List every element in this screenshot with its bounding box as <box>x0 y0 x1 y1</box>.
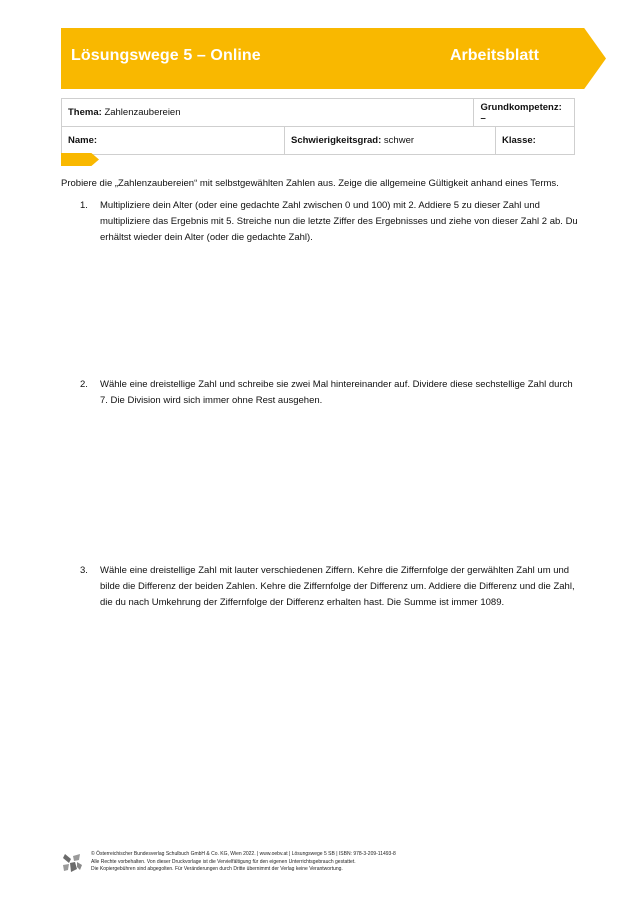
worksheet-label: Arbeitsblatt <box>450 47 539 64</box>
footer <box>61 849 601 879</box>
task-text: Wähle eine dreistellige Zahl mit lauter verschiedenen Ziffern. Kehre die Ziffernfolge der gerwählten Zahl um und bilde die Differenz der beiden Zahlen. Kehre die Ziffernfolge der Differenz um. Addiere die Differenz und die Zahl, die du nach Umkehrung der Ziffernfolge der Differenz erhalten hast. Die Summe ist immer 1089. <box>100 565 575 608</box>
task-number: 2. <box>80 379 88 390</box>
schwierigkeit-value: schwer <box>383 135 415 146</box>
section-marker <box>61 153 99 166</box>
task-number: 1. <box>80 200 88 211</box>
oebv-logo-icon <box>61 852 83 874</box>
thema-label: Thema: <box>68 107 102 118</box>
task-number: 3. <box>80 565 88 576</box>
task-text: Multipliziere dein Alter (oder eine gedachte Zahl zwischen 0 und 100) mit 2. Addiere 5 zu dieser Zahl und multipliziere das Ergebnis mit 5. Streiche nun die letzte Ziffer des Ergebnisses und ziehe von dieser Zahl 2 ab. Du erhältst wieder dein Alter (oder die gedachte Zahl). <box>100 200 578 243</box>
thema-value: Zahlenzaubereien <box>104 107 181 118</box>
footer-disclaimer: Die Kopiergebühren sind abgegolten. Für Veränderungen durch Dritte übernimmt der Verlag keine Verantwortung. <box>91 866 343 872</box>
name-label: Name: <box>68 135 98 146</box>
footer-copyright: © Österreichischer Bundesverlag Schulbuch GmbH & Co. KG, Wien 2022. | www.oebv.at | Lösungswege 5 SB | ISBN: 978-3-209-11493-8 <box>91 851 396 857</box>
task-1 <box>80 198 580 246</box>
task-text: Wähle eine dreistellige Zahl und schreibe sie zwei Mal hintereinander auf. Dividere diese sechstellige Zahl durch 7. Die Division wird sich immer ohne Rest ausgehen. <box>100 379 573 406</box>
footer-text <box>91 851 396 874</box>
page-title: Lösungswege 5 – Online <box>71 47 261 64</box>
task-3 <box>80 563 580 611</box>
task-2 <box>80 377 580 409</box>
klasse-label: Klasse: <box>502 135 536 146</box>
schwierigkeit-cell <box>285 127 496 155</box>
grundkompetenz-label: Grundkompetenz: <box>480 101 562 113</box>
info-table <box>61 98 575 155</box>
grundkompetenz-value: – <box>480 112 486 124</box>
schwierigkeit-label: Schwierigkeitsgrad: <box>291 135 382 146</box>
klasse-cell[interactable] <box>496 127 575 155</box>
grundkompetenz-cell <box>474 99 575 127</box>
instructions: Probiere die „Zahlenzaubereien“ mit selbstgewählten Zahlen aus. Zeige die allgemeine Gültigkeit anhand eines Terms. <box>61 178 559 189</box>
thema-cell <box>62 99 474 127</box>
name-cell[interactable] <box>62 127 285 155</box>
footer-rights: Alle Rechte vorbehalten. Von dieser Druckvorlage ist die Vervielfältigung für den eigenen Unterrichtsgebrauch gestattet. <box>91 858 356 865</box>
